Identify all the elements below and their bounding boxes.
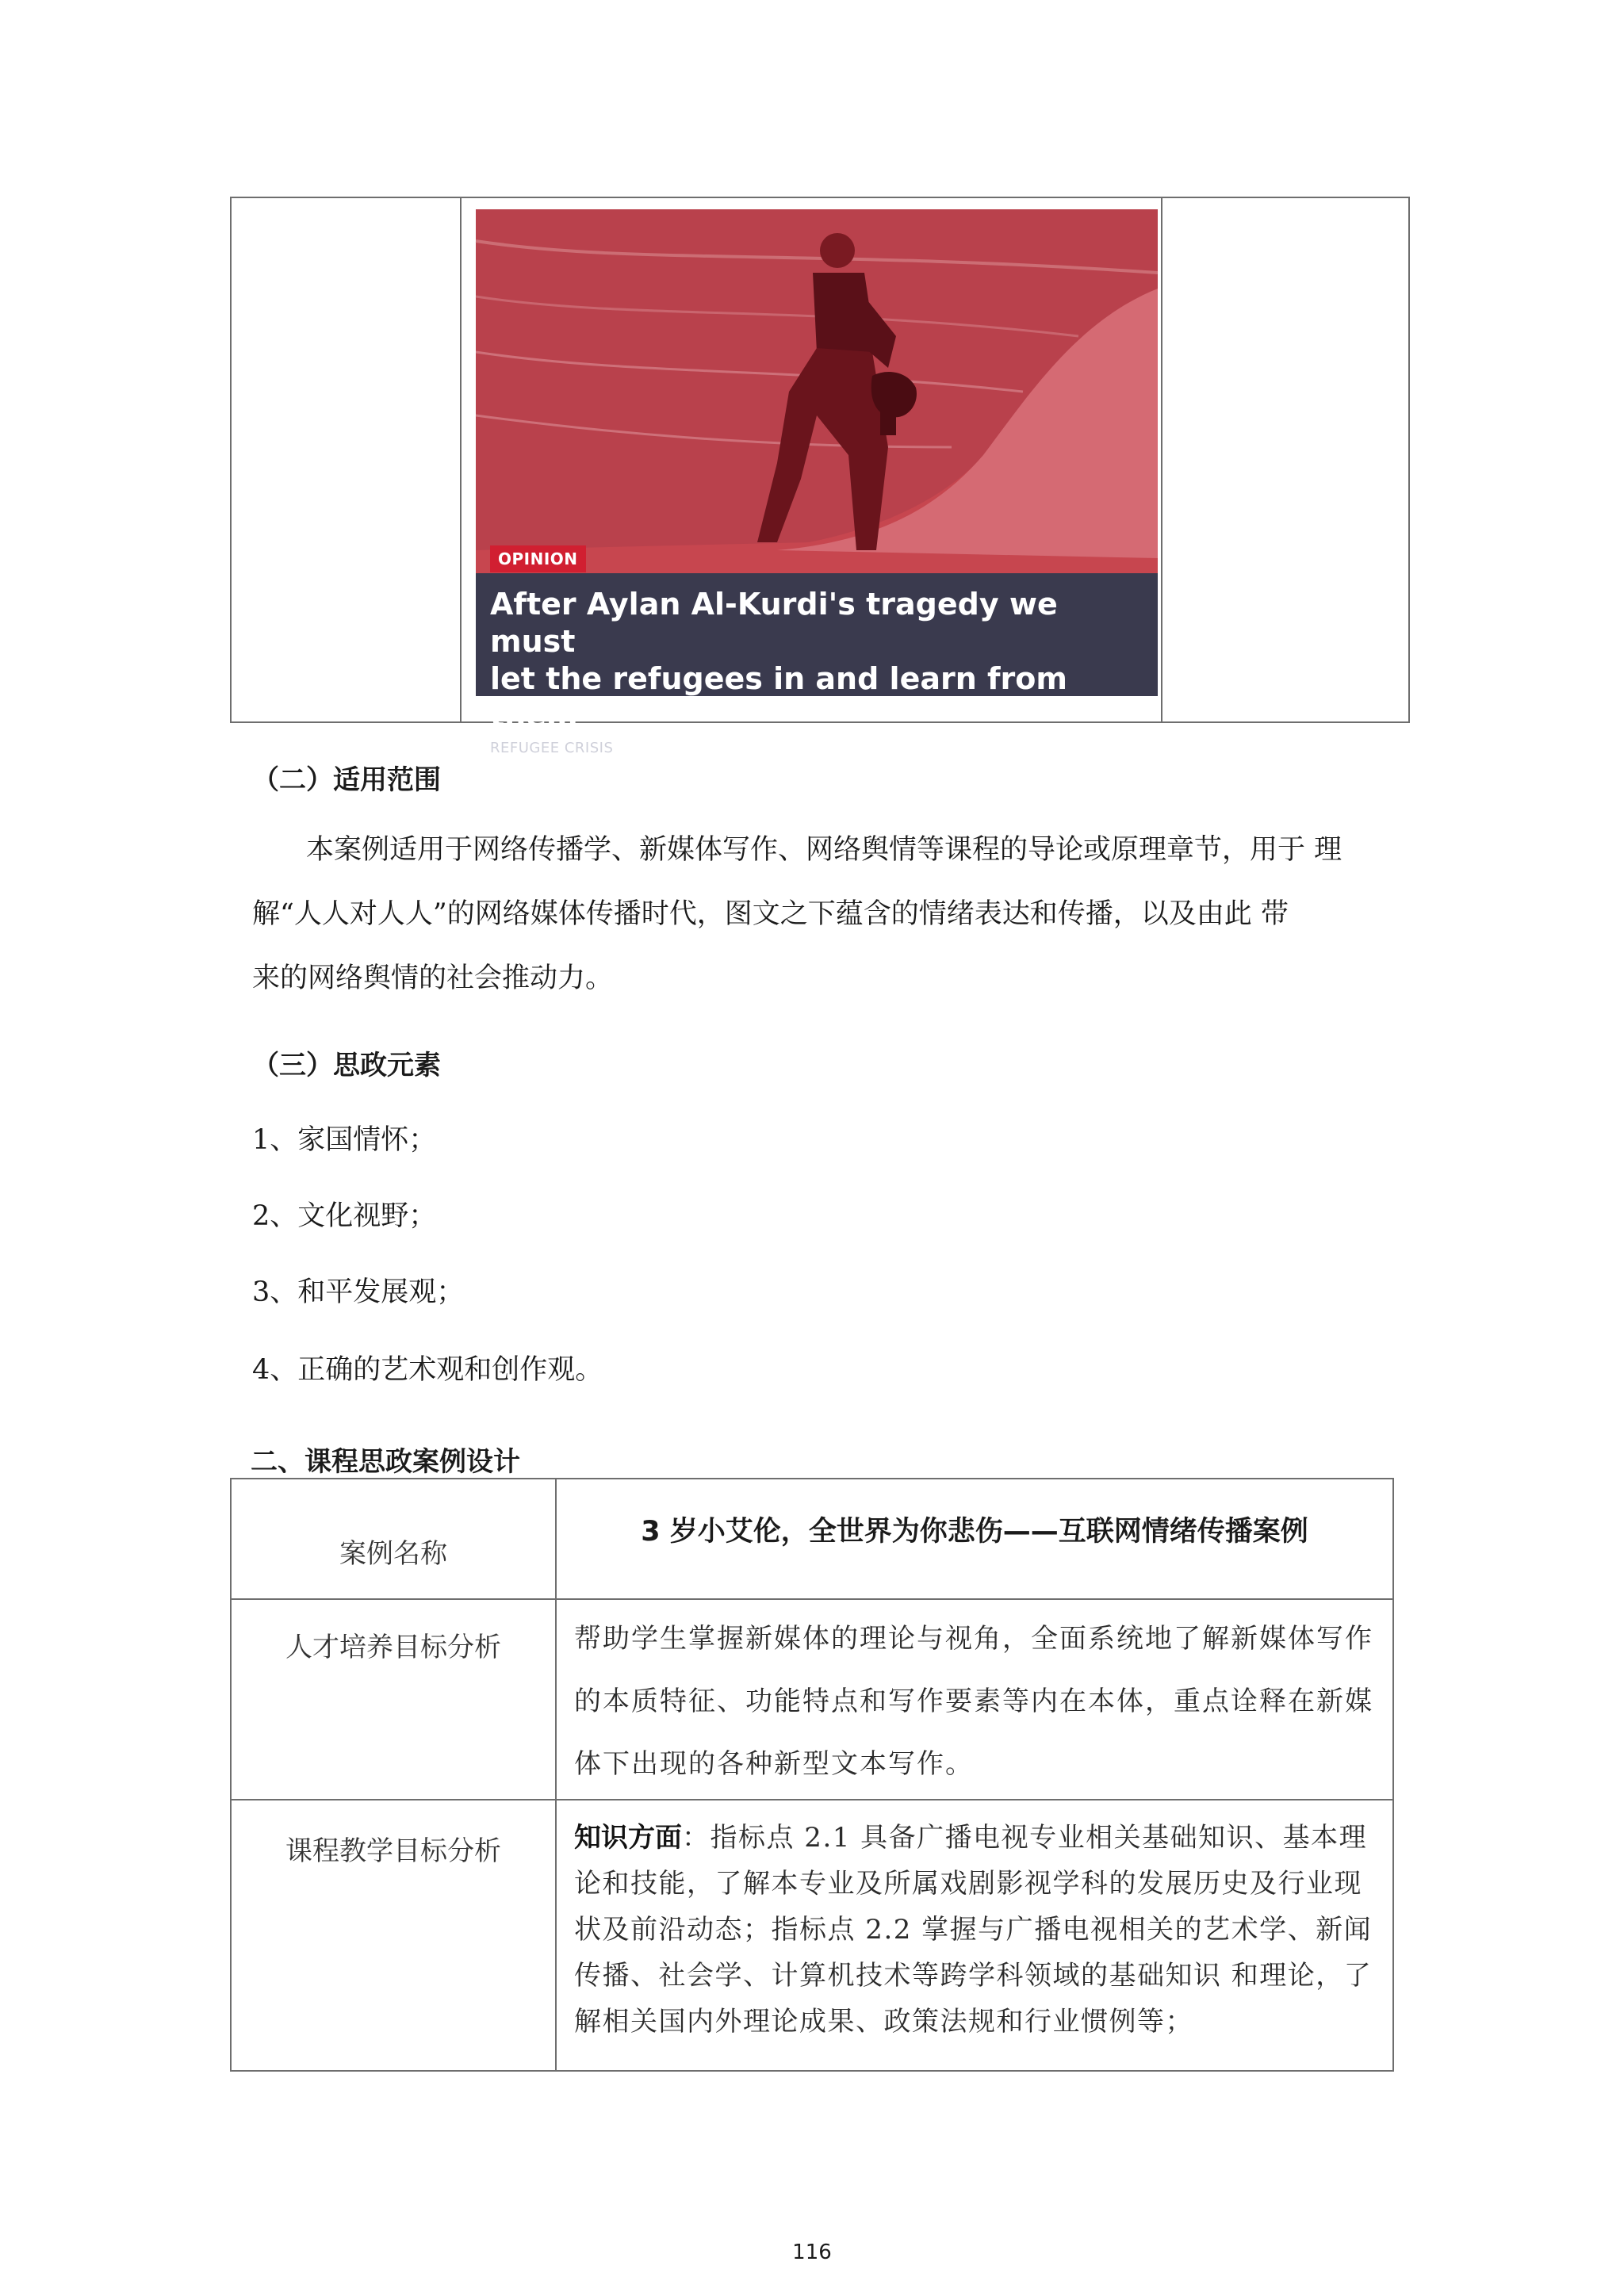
element-item-1: 1、家国情怀； <box>252 1124 437 1156</box>
talent-label-cell <box>231 1599 556 1800</box>
table-row <box>231 1479 1393 1599</box>
scope-heading: （二）适用范围 <box>252 764 441 796</box>
element-item-2: 2、文化视野； <box>252 1200 437 1232</box>
photo-caption <box>476 573 1158 756</box>
case-name-label: 案例名称 <box>339 1538 447 1570</box>
scope-line-1: 本案例适用于网络传播学、新媒体写作、网络舆情等课程的导论或原理章节，用于 理 <box>306 834 1342 866</box>
case-design-table <box>230 1478 1394 2072</box>
course-value: ：指标点 2.1 具备广播电视专业相关基础知识、基本理论和技能，了解本专业及所属戏剧影视学科的发展历史及行业现状及前沿动态；指标点 2.2 掌握与广播电视相关的艺术学、新闻传播、社会学、计算机技术等跨学科领域的基础知识 和理论，了解相关国内外理论成果、政策法规和行业惯例等； <box>574 1822 1373 2038</box>
scope-line-3: 来的网络舆情的社会推动力。 <box>252 962 614 994</box>
headline-line-1: After Aylan Al-Kurdi's tragedy we must <box>490 587 1058 659</box>
course-knowledge-label: 知识方面 <box>574 1822 682 1854</box>
course-label-cell <box>231 1800 556 2071</box>
table-row <box>231 1800 1393 2071</box>
elements-heading: （三）思政元素 <box>252 1050 441 1081</box>
talent-value: 帮助学生掌握新媒体的理论与视角，全面系统地了解新媒体写作的本质特征、功能特点和写作要素等内在本体，重点诠释在新媒体下出现的各种新型文本写作。 <box>556 1599 1393 1800</box>
scope-line-2: 解“人人对人人”的网络媒体传播时代，图文之下蕴含的情绪表达和传播，以及由此 带 <box>252 898 1289 930</box>
case-name-value-cell <box>556 1479 1393 1599</box>
news-image <box>476 209 1158 756</box>
page-number: 116 <box>792 2241 832 2264</box>
element-item-3: 3、和平发展观； <box>252 1276 465 1308</box>
opinion-badge: OPINION <box>490 545 586 572</box>
table-row <box>231 1599 1393 1800</box>
table-divider <box>1161 198 1162 721</box>
headline-line-2: let the refugees in and learn from them <box>490 661 1067 733</box>
element-item-4: 4、正确的艺术观和创作观。 <box>252 1354 603 1386</box>
course-label: 课程教学目标分析 <box>285 1835 501 1867</box>
talent-label: 人才培养目标分析 <box>285 1632 501 1663</box>
case-name-label-cell <box>231 1479 556 1599</box>
course-value-cell <box>556 1800 1393 2071</box>
case-name-value: 3 岁小艾伦，全世界为你悲伤——互联网情绪传播案例 <box>641 1516 1308 1548</box>
headline-category: REFUGEE CRISIS <box>490 740 614 756</box>
table-divider <box>460 198 462 721</box>
design-heading: 二、课程思政案例设计 <box>251 1446 520 1478</box>
